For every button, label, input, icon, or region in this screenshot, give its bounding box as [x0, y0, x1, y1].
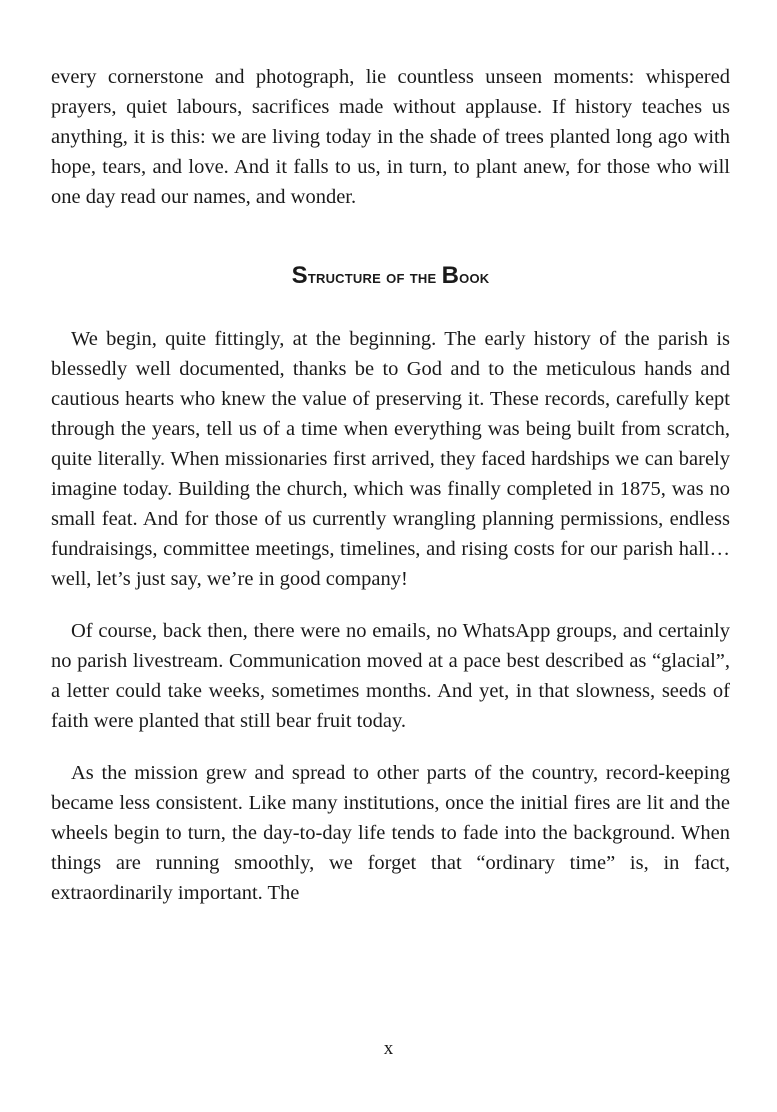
- page-body: [51, 62, 730, 908]
- page-number: x: [383, 1038, 394, 1059]
- section-heading: [51, 264, 730, 289]
- heading-text-part-1: tructure of the: [307, 267, 442, 287]
- heading-text-part-2: ook: [459, 267, 490, 287]
- body-paragraph-2: Of course, back then, there were no emails, no WhatsApp groups, and certainly no parish livestream. Communication moved at a pace best described as “glacial”, a letter could take weeks, sometimes months. And yet, in that slowness, seeds of faith were planted that still bear fruit today.: [51, 620, 730, 732]
- opening-paragraph: every cornerstone and photograph, lie countless unseen moments: whispered prayers, quiet labours, sacrifices made without applause. If history teaches us anything, it is this: we are living today in the shade of trees planted long ago with hope, tears, and love. And it falls to us, in turn, to plant anew, for those who will one day read our names, and wonder.: [51, 66, 730, 208]
- body-paragraph-3: As the mission grew and spread to other parts of the country, record-keeping became less consistent. Like many institutions, once the initial fires are lit and the wheels begin to turn, the day-to-day life tends to fade into the background. When things are running smoothly, we forget that “ordinary time” is, in fact, extraordinarily important. The: [51, 762, 730, 904]
- heading-initial-b: B: [441, 262, 460, 289]
- body-paragraph-1: We begin, quite fittingly, at the beginning. The early history of the parish is blessedly well documented, thanks be to God and to the meticulous hands and cautious hearts who knew the value of preserving it. These records, carefully kept through the years, tell us of a time when everything was being built from scratch, quite literally. When missionaries first arrived, they faced hardships we can barely imagine today. Building the church, which was finally completed in 1875, was no small feat. And for those of us currently wrangling planning permissions, endless fundraisings, committee meetings, timelines, and rising costs for our parish hall… well, let’s just say, we’re in good company!: [51, 328, 730, 590]
- heading-initial-s: S: [291, 262, 308, 289]
